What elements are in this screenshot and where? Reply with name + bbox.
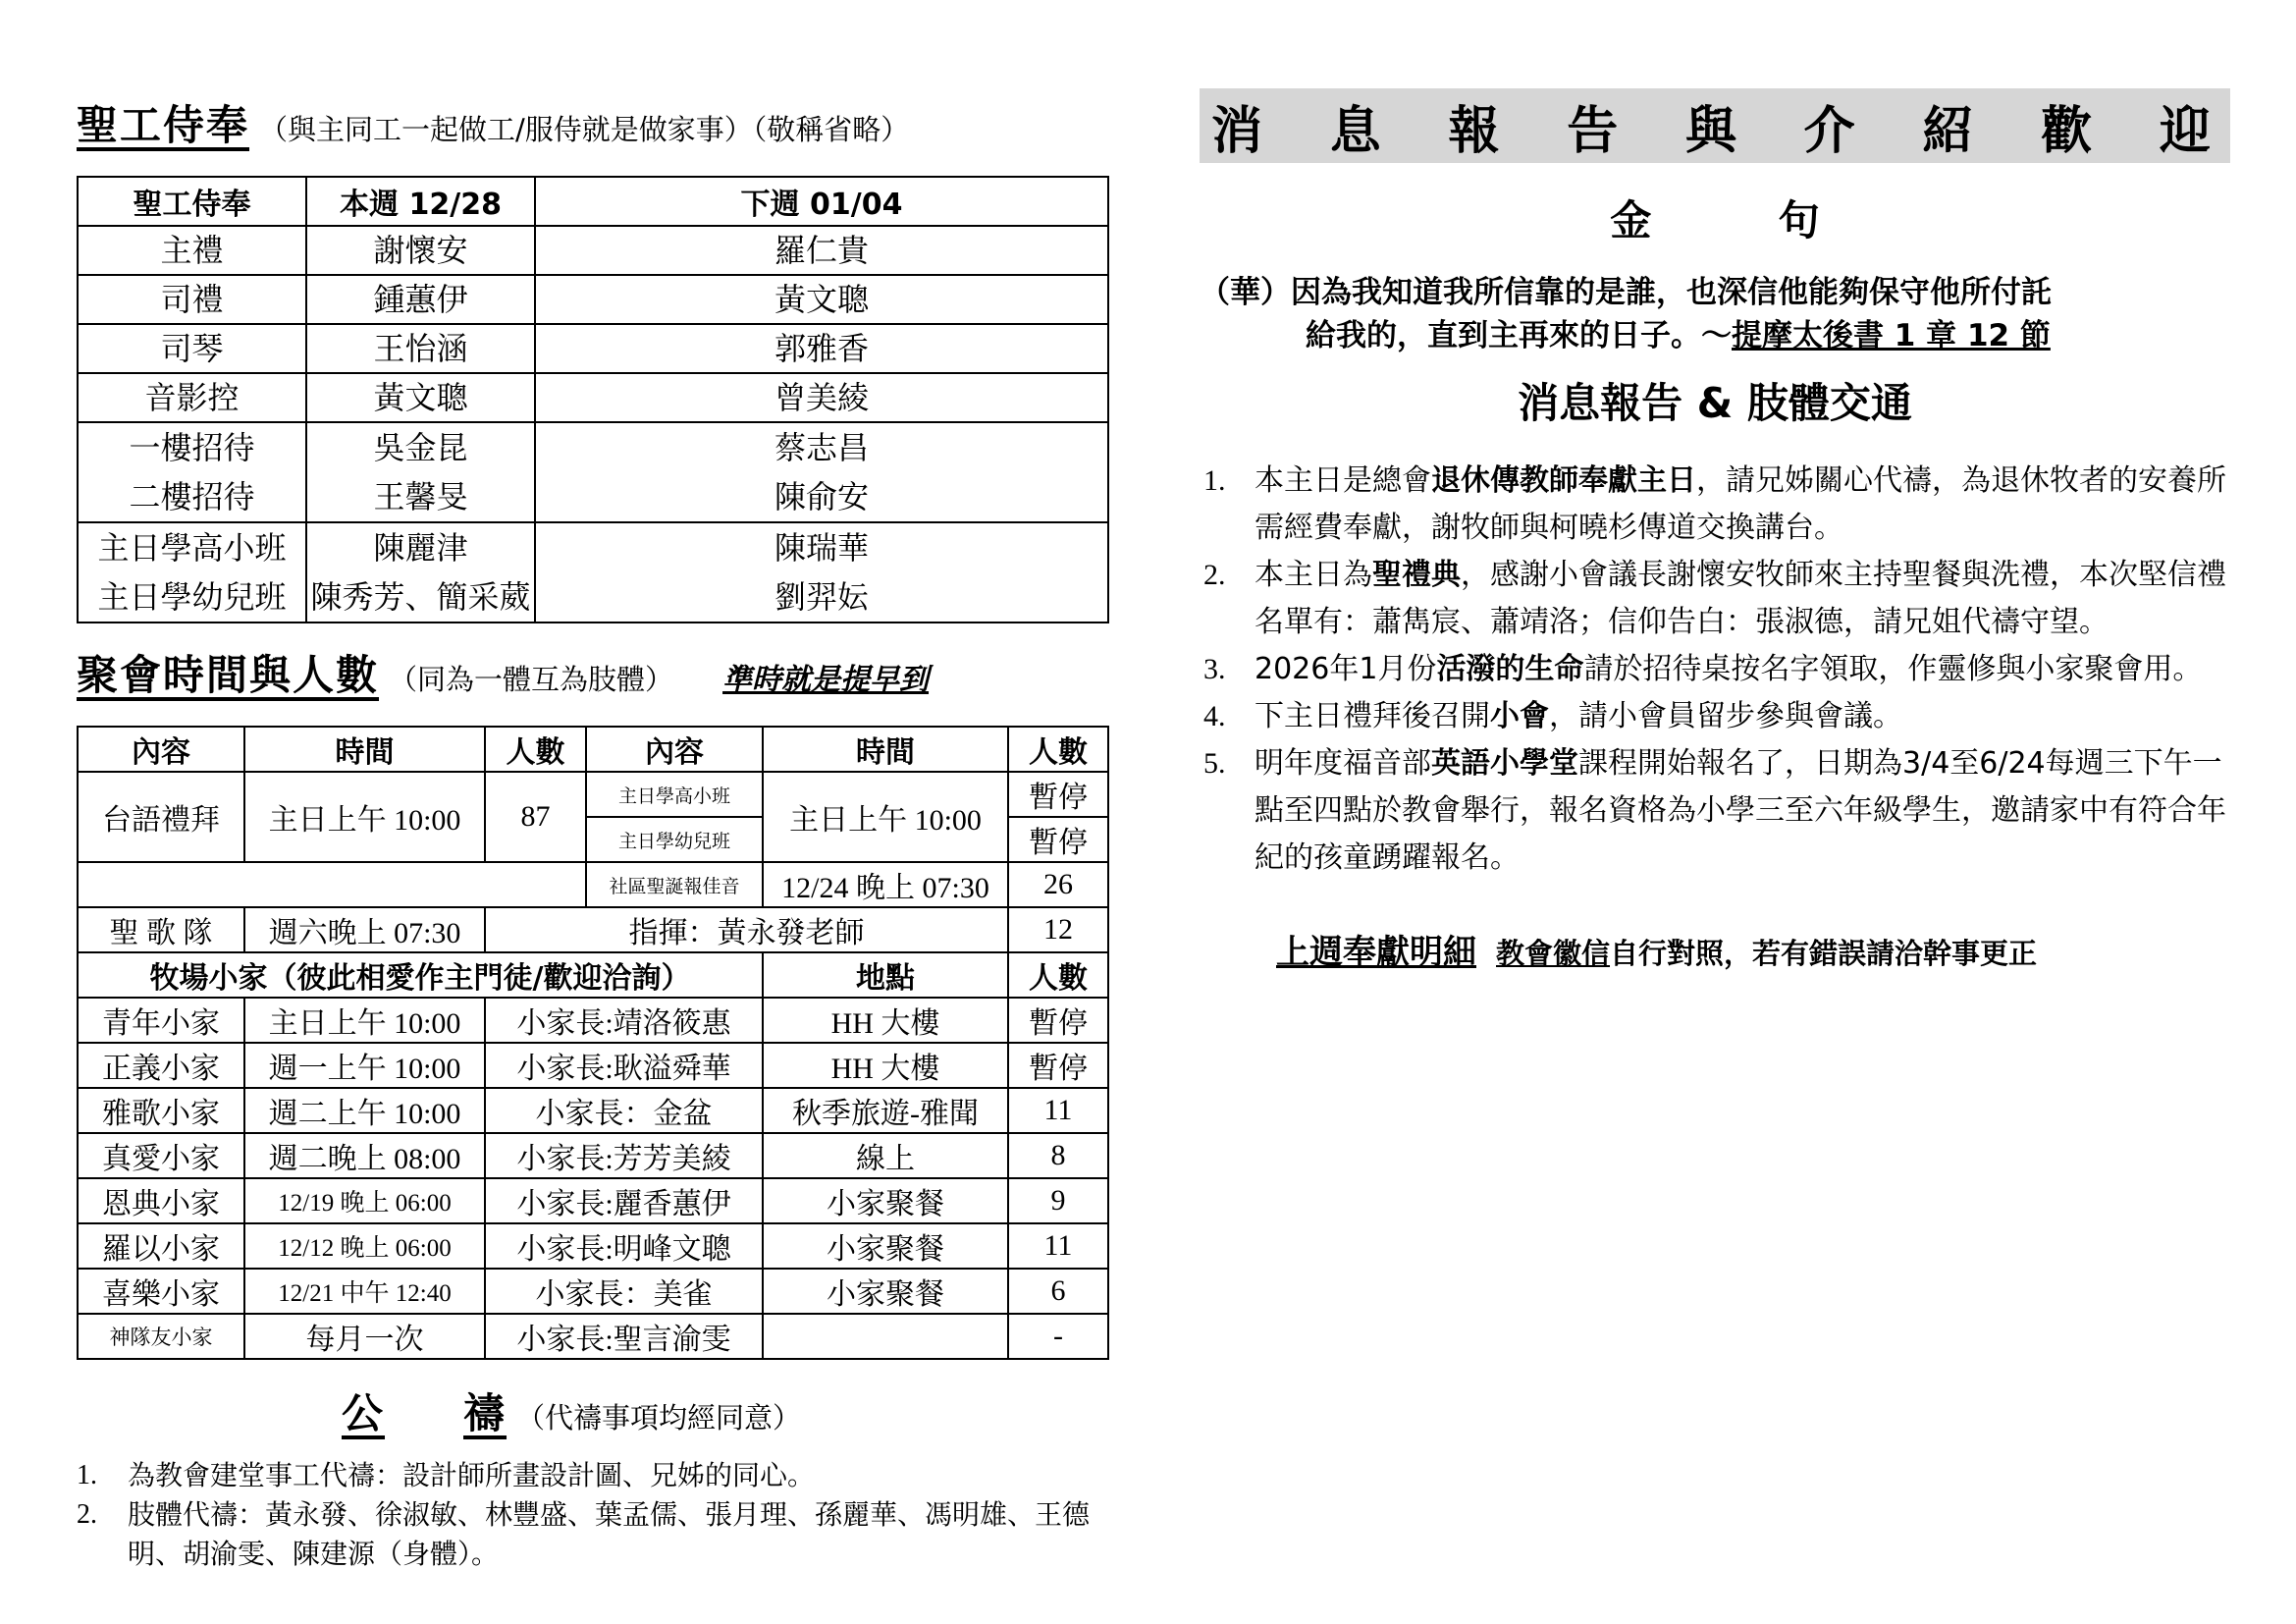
meeting-header: 時間 [244, 727, 485, 772]
service-this-week: 王怡涵 [306, 324, 535, 373]
news-list [1200, 458, 2230, 882]
group-time: 12/19 晚上 06:00 [244, 1178, 485, 1223]
list-text: 為教會建堂事工代禱：設計師所畫設計圖、兄姊的同心。 [128, 1459, 816, 1491]
group-leader: 小家長:聖言渝雯 [485, 1314, 763, 1359]
list-item [1200, 458, 2230, 552]
group-place: 小家聚餐 [763, 1223, 1008, 1269]
left-column [77, 93, 1109, 1574]
list-text [1255, 740, 2230, 882]
list-number: 4. [1203, 700, 1226, 732]
group-time: 週一上午 10:00 [244, 1043, 485, 1088]
sunday-school-time: 主日上午 10:00 [763, 772, 1008, 862]
group-leader: 小家長:耿溢舜華 [485, 1043, 763, 1088]
service-this-week: 黃文聰 [306, 373, 535, 422]
service-header: 聖工侍奉 [78, 177, 306, 226]
news-banner [1200, 88, 2230, 163]
service-header: 下週 01/04 [535, 177, 1108, 226]
sunday-school-high-count: 暫停 [1008, 772, 1108, 817]
group-leader: 小家長:明峰文聰 [485, 1223, 763, 1269]
group-count: 9 [1008, 1178, 1108, 1223]
meeting-header: 內容 [586, 727, 763, 772]
highlight: 活潑的生命 [1436, 652, 1584, 686]
text-part: 下主日禮拜後召開 [1255, 699, 1490, 733]
list-number: 5. [1203, 747, 1226, 780]
group-count: 6 [1008, 1269, 1108, 1314]
memory-verse [1200, 271, 2230, 357]
group-header: 牧場小家（彼此相愛作主門徒/歡迎洽詢） [78, 952, 763, 998]
meeting-header: 人數 [1008, 727, 1108, 772]
service-next-week: 蔡志昌 [774, 429, 869, 466]
meeting-row [78, 862, 1108, 907]
meeting-heading [77, 643, 1109, 699]
group-row [78, 1043, 1108, 1088]
group-row [78, 1223, 1108, 1269]
service-role: 二樓招待 [129, 478, 255, 515]
group-row [78, 1088, 1108, 1133]
service-table [77, 176, 1109, 623]
group-name: 青年小家 [78, 998, 244, 1043]
group-place: 小家聚餐 [763, 1269, 1008, 1314]
service-next-week: 郭雅香 [535, 324, 1108, 373]
service-role: 主禮 [78, 226, 306, 275]
verse-title-char: 句 [1778, 196, 1820, 244]
list-item [1200, 693, 2230, 740]
banner-char: 介 [1803, 101, 1855, 161]
verse-line: 給我的，直到主再來的日子。～ [1306, 318, 1732, 353]
choir-count: 12 [1008, 907, 1108, 952]
service-row [78, 324, 1108, 373]
prayer-title-a: 公 [342, 1389, 386, 1437]
meeting-row [78, 772, 1108, 817]
worship-name: 台語禮拜 [78, 772, 244, 862]
verse-line: （華）因為我知道我所信靠的是誰，也深信他能夠保守他所付託 [1200, 275, 2052, 310]
banner-char: 告 [1567, 101, 1619, 161]
choir-time: 週六晚上 07:30 [244, 907, 485, 952]
group-count: 暫停 [1008, 998, 1108, 1043]
service-next-week-pair [535, 522, 1108, 623]
meeting-subtitle: （同為一體互為肢體） [389, 663, 674, 696]
service-row-pair [78, 522, 1108, 623]
group-leader: 小家長:靖洛筱惠 [485, 998, 763, 1043]
service-this-week: 吳金昆 [373, 429, 468, 466]
service-next-week: 劉羿妘 [774, 578, 869, 616]
highlight: 英語小學堂 [1431, 746, 1578, 781]
group-name: 喜樂小家 [78, 1269, 244, 1314]
meeting-header-row [78, 727, 1108, 772]
meeting-table [77, 726, 1109, 1360]
offering-title: 上週奉獻明細 [1276, 933, 1476, 972]
group-header: 地點 [763, 952, 1008, 998]
list-text: 肢體代禱：黃永發、徐淑敏、林豐盛、葉孟儒、張月理、孫麗華、馮明雄、王德明、胡渝雯、陳建源（身體）。 [128, 1498, 1091, 1570]
text-part: 課程開始報名了，日期為3/4至6/24每週三下午一點至四點於教會舉行，報名資格為小學三至六年級學生，邀請家中有符合年紀的孩童踴躍報名。 [1255, 746, 2226, 875]
service-role: 音影控 [78, 373, 306, 422]
list-text [1255, 458, 2230, 552]
group-place: 秋季旅遊-雅聞 [763, 1088, 1008, 1133]
group-place: HH 大樓 [763, 1043, 1008, 1088]
list-number: 1. [77, 1460, 97, 1490]
group-time: 12/21 中午 12:40 [244, 1269, 485, 1314]
service-role-pair [78, 522, 306, 623]
service-subtitle: （與主同工一起做工/服侍就是做家事）（敬稱省略） [259, 113, 910, 146]
verse-reference: 提摩太後書 1 章 12 節 [1732, 318, 2051, 353]
list-number: 2. [1203, 559, 1226, 591]
choir-name: 聖 歌 隊 [78, 907, 244, 952]
group-row [78, 1269, 1108, 1314]
list-item [1200, 552, 2230, 646]
group-time: 12/12 晚上 06:00 [244, 1223, 485, 1269]
offering-text: 自行對照，若有錯誤請洽幹事更正 [1610, 937, 2038, 970]
service-role: 主日學高小班 [97, 529, 287, 567]
banner-char: 與 [1684, 101, 1736, 161]
group-count: 11 [1008, 1088, 1108, 1133]
carol-time: 12/24 晚上 07:30 [763, 862, 1008, 907]
group-row [78, 1133, 1108, 1178]
service-role-pair [78, 422, 306, 522]
meeting-row [78, 907, 1108, 952]
carol-count: 26 [1008, 862, 1108, 907]
service-role: 一樓招待 [129, 429, 255, 466]
service-next-week: 陳俞安 [774, 478, 869, 515]
text-part: 請於招待桌按名字領取，作靈修與小家聚會用。 [1583, 652, 2203, 686]
banner-char: 紹 [1922, 101, 1974, 161]
service-header-row [78, 177, 1108, 226]
group-place: 小家聚餐 [763, 1178, 1008, 1223]
text-part: ，請小會員留步參與會議。 [1549, 699, 1902, 733]
group-name: 神隊友小家 [78, 1314, 244, 1359]
empty-cell [78, 862, 586, 907]
service-this-week: 陳秀芳、簡采葳 [310, 578, 531, 616]
service-row [78, 275, 1108, 324]
list-text [1255, 693, 1902, 740]
group-header-row [78, 952, 1108, 998]
right-column [1200, 88, 2230, 973]
banner-char: 迎 [2159, 101, 2211, 161]
list-item [1200, 740, 2230, 882]
group-row [78, 1314, 1108, 1359]
sunday-school-kids-count: 暫停 [1008, 817, 1108, 862]
group-time: 每月一次 [244, 1314, 485, 1359]
group-name: 雅歌小家 [78, 1088, 244, 1133]
list-item [1200, 646, 2230, 693]
service-this-week: 鍾蕙伊 [306, 275, 535, 324]
service-next-week: 曾美綾 [535, 373, 1108, 422]
meeting-header: 時間 [763, 727, 1008, 772]
group-count: 8 [1008, 1133, 1108, 1178]
group-count: - [1008, 1314, 1108, 1359]
list-item [77, 1456, 1109, 1495]
meeting-title: 聚會時間與人數 [77, 651, 380, 699]
list-number: 1. [1203, 464, 1226, 497]
list-text [1255, 646, 2202, 693]
prayer-subtitle: （代禱事項均經同意） [516, 1401, 802, 1435]
group-header: 人數 [1008, 952, 1108, 998]
service-next-week: 黃文聰 [535, 275, 1108, 324]
choir-conductor: 指揮：黃永發老師 [485, 907, 1008, 952]
group-count: 11 [1008, 1223, 1108, 1269]
group-time: 週二上午 10:00 [244, 1088, 485, 1133]
prayer-list [77, 1456, 1109, 1574]
meeting-emphasis: 準時就是提早到 [722, 663, 930, 697]
group-name: 恩典小家 [78, 1178, 244, 1223]
list-item [77, 1495, 1109, 1574]
list-text [1255, 552, 2230, 646]
banner-char: 報 [1448, 101, 1500, 161]
service-next-week: 陳瑞華 [774, 529, 869, 567]
service-this-week: 謝懷安 [306, 226, 535, 275]
prayer-title-b: 禱 [463, 1389, 507, 1437]
banner-char: 消 [1211, 101, 1263, 161]
verse-line-2 [1200, 314, 2230, 357]
text-part: ，感謝小會議長謝懷安牧師來主持聖餐與洗禮，本次堅信禮名單有：蕭雋宸、蕭靖洛；信仰告白：張淑德，請兄姐代禱守望。 [1255, 558, 2226, 639]
service-this-week: 王馨旻 [373, 478, 468, 515]
list-number: 2. [77, 1499, 97, 1530]
service-role: 司琴 [78, 324, 306, 373]
verse-title-char: 金 [1610, 196, 1652, 244]
list-number: 3. [1203, 653, 1226, 685]
group-leader: 小家長:麗香蕙伊 [485, 1178, 763, 1223]
group-time: 主日上午 10:00 [244, 998, 485, 1043]
group-leader: 小家長：金盆 [485, 1088, 763, 1133]
highlight: 退休傳教師奉獻主日 [1431, 463, 1696, 498]
group-name: 真愛小家 [78, 1133, 244, 1178]
banner-char: 息 [1329, 101, 1381, 161]
highlight: 小會 [1490, 699, 1549, 733]
group-count: 暫停 [1008, 1043, 1108, 1088]
group-leader: 小家長:芳芳美綾 [485, 1133, 763, 1178]
service-role: 司禮 [78, 275, 306, 324]
offering-text-wrap [1496, 932, 2037, 972]
service-next-week: 羅仁貴 [535, 226, 1108, 275]
group-name: 正義小家 [78, 1043, 244, 1088]
service-header: 本週 12/28 [306, 177, 535, 226]
service-heading [77, 93, 1109, 149]
worship-time: 主日上午 10:00 [244, 772, 485, 862]
text-part: ，請兄姊關心代禱，為退休牧者的安養所需經費奉獻，謝牧師與柯曉杉傳道交換講台。 [1255, 463, 2226, 545]
service-row [78, 226, 1108, 275]
news-title: 消息報告 & 肢體交通 [1518, 379, 1912, 427]
carol-name: 社區聖誕報佳音 [586, 862, 763, 907]
group-name: 羅以小家 [78, 1223, 244, 1269]
group-row [78, 1178, 1108, 1223]
group-place: HH 大樓 [763, 998, 1008, 1043]
group-place [763, 1314, 1008, 1359]
meeting-header: 內容 [78, 727, 244, 772]
text-part: 明年度福音部 [1255, 746, 1431, 781]
service-next-week-pair [535, 422, 1108, 522]
group-time: 週二晚上 08:00 [244, 1133, 485, 1178]
banner-char: 歡 [2041, 101, 2093, 161]
offering-link[interactable]: 教會徽信 [1496, 937, 1611, 970]
service-this-week-pair [306, 522, 535, 623]
text-part: 本主日為 [1255, 558, 1372, 592]
group-place: 線上 [763, 1133, 1008, 1178]
sunday-school-kids: 主日學幼兒班 [586, 817, 763, 862]
text-part: 本主日是總會 [1255, 463, 1431, 498]
verse-title [1200, 189, 2230, 247]
service-row-pair [78, 422, 1108, 522]
group-leader: 小家長：美雀 [485, 1269, 763, 1314]
offering-note [1200, 925, 2230, 973]
service-row [78, 373, 1108, 422]
text-part: 2026年1月份 [1255, 652, 1437, 686]
service-title: 聖工侍奉 [77, 101, 250, 149]
service-role: 主日學幼兒班 [97, 578, 287, 616]
worship-count: 87 [485, 772, 586, 862]
service-this-week: 陳麗津 [373, 529, 468, 567]
service-this-week-pair [306, 422, 535, 522]
group-row [78, 998, 1108, 1043]
highlight: 聖禮典 [1372, 558, 1461, 592]
sunday-school-high: 主日學高小班 [586, 772, 763, 817]
meeting-header: 人數 [485, 727, 586, 772]
prayer-heading [77, 1381, 1109, 1435]
